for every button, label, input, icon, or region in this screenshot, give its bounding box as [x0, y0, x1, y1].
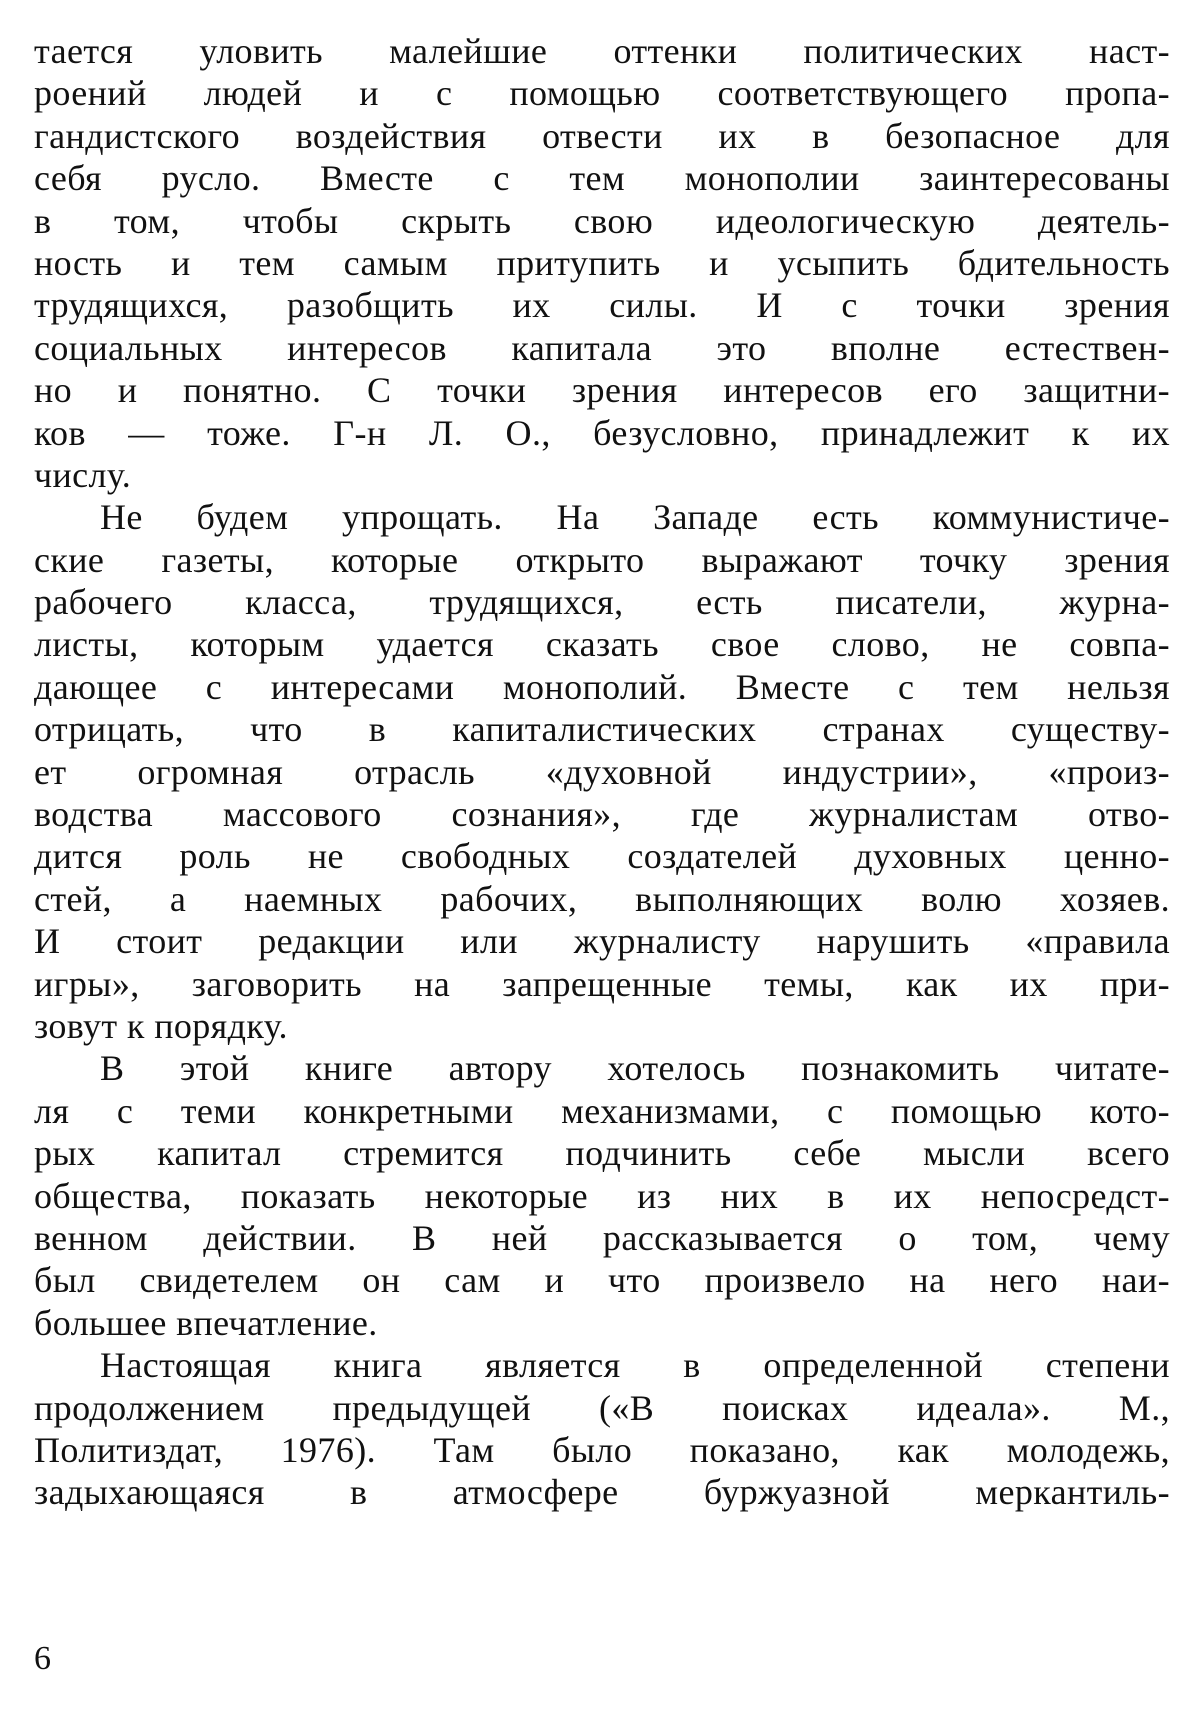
text-line: большее впечатление.	[34, 1302, 378, 1343]
text-line: ков — тоже. Г-н Л. О., безусловно, принадлежит к их	[34, 412, 1170, 453]
text-line: задыхающаяся в атмосфере буржуазной меркантиль-	[34, 1472, 1170, 1513]
text-line: гандистского воздействия отвести их в безопасное для	[34, 115, 1170, 156]
text-line: зовут к порядку.	[34, 1005, 288, 1046]
text-line: водства массового сознания», где журналистам отво-	[34, 794, 1170, 835]
text-line: но и понятно. С точки зрения интересов его защитни-	[34, 370, 1170, 411]
text-line: И стоит редакции или журналисту нарушить «правила	[34, 921, 1170, 962]
text-line: тается уловить малейшие оттенки политических наст-	[34, 31, 1170, 71]
text-line: продолжением предыдущей («В поисках идеала». М.,	[34, 1387, 1170, 1428]
paragraph-4	[34, 1344, 1170, 1514]
text-line: дится роль не свободных создателей духовных ценно-	[34, 836, 1170, 877]
text-line: Политиздат, 1976). Там было показано, как молодежь,	[34, 1429, 1170, 1470]
text-line: стей, а наемных рабочих, выполняющих волю хозяев.	[34, 878, 1170, 919]
text-line: был свидетелем он сам и что произвело на него наи-	[34, 1260, 1170, 1301]
paragraph-3	[34, 1047, 1170, 1344]
text-line: себя русло. Вместе с тем монополии заинтересованы	[34, 158, 1170, 199]
text-line: отрицать, что в капиталистических странах существу-	[34, 709, 1170, 750]
text-line: в том, чтобы скрыть свою идеологическую деятель-	[34, 200, 1170, 241]
text-line: игры», заговорить на запрещенные темы, как их при-	[34, 963, 1170, 1004]
text-line: венном действии. В ней рассказывается о том, чему	[34, 1217, 1170, 1258]
text-line: трудящихся, разобщить их силы. И с точки зрения	[34, 285, 1170, 326]
text-line: дающее с интересами монополий. Вместе с тем нельзя	[34, 666, 1170, 707]
text-line: числу.	[34, 454, 132, 495]
page-body	[34, 30, 1170, 1514]
text-line: Настоящая книга является в определенной степени	[100, 1345, 1170, 1386]
text-line: ля с теми конкретными механизмами, с помощью кото-	[34, 1090, 1170, 1131]
text-line: ет огромная отрасль «духовной индустрии», «произ-	[34, 751, 1170, 792]
text-line: рабочего класса, трудящихся, есть писатели, журна-	[34, 582, 1170, 623]
paragraph-2	[34, 496, 1170, 1047]
text-line: рых капитал стремится подчинить себе мысли всего	[34, 1133, 1170, 1174]
text-line: листы, которым удается сказать свое слово, не совпа-	[34, 624, 1170, 665]
paragraph-1	[34, 30, 1170, 496]
text-line: ские газеты, которые открыто выражают точку зрения	[34, 539, 1170, 580]
text-line: социальных интересов капитала это вполне естествен-	[34, 327, 1170, 368]
text-line: В этой книге автору хотелось познакомить читате-	[100, 1048, 1170, 1089]
text-line: общества, показать некоторые из них в их непосредст-	[34, 1175, 1170, 1216]
text-line: роений людей и с помощью соответствующего пропа-	[34, 73, 1170, 114]
page-number: 6	[34, 1640, 51, 1677]
text-line: Не будем упрощать. На Западе есть коммунистиче-	[100, 497, 1170, 538]
text-line: ность и тем самым притупить и усыпить бдительность	[34, 242, 1170, 283]
